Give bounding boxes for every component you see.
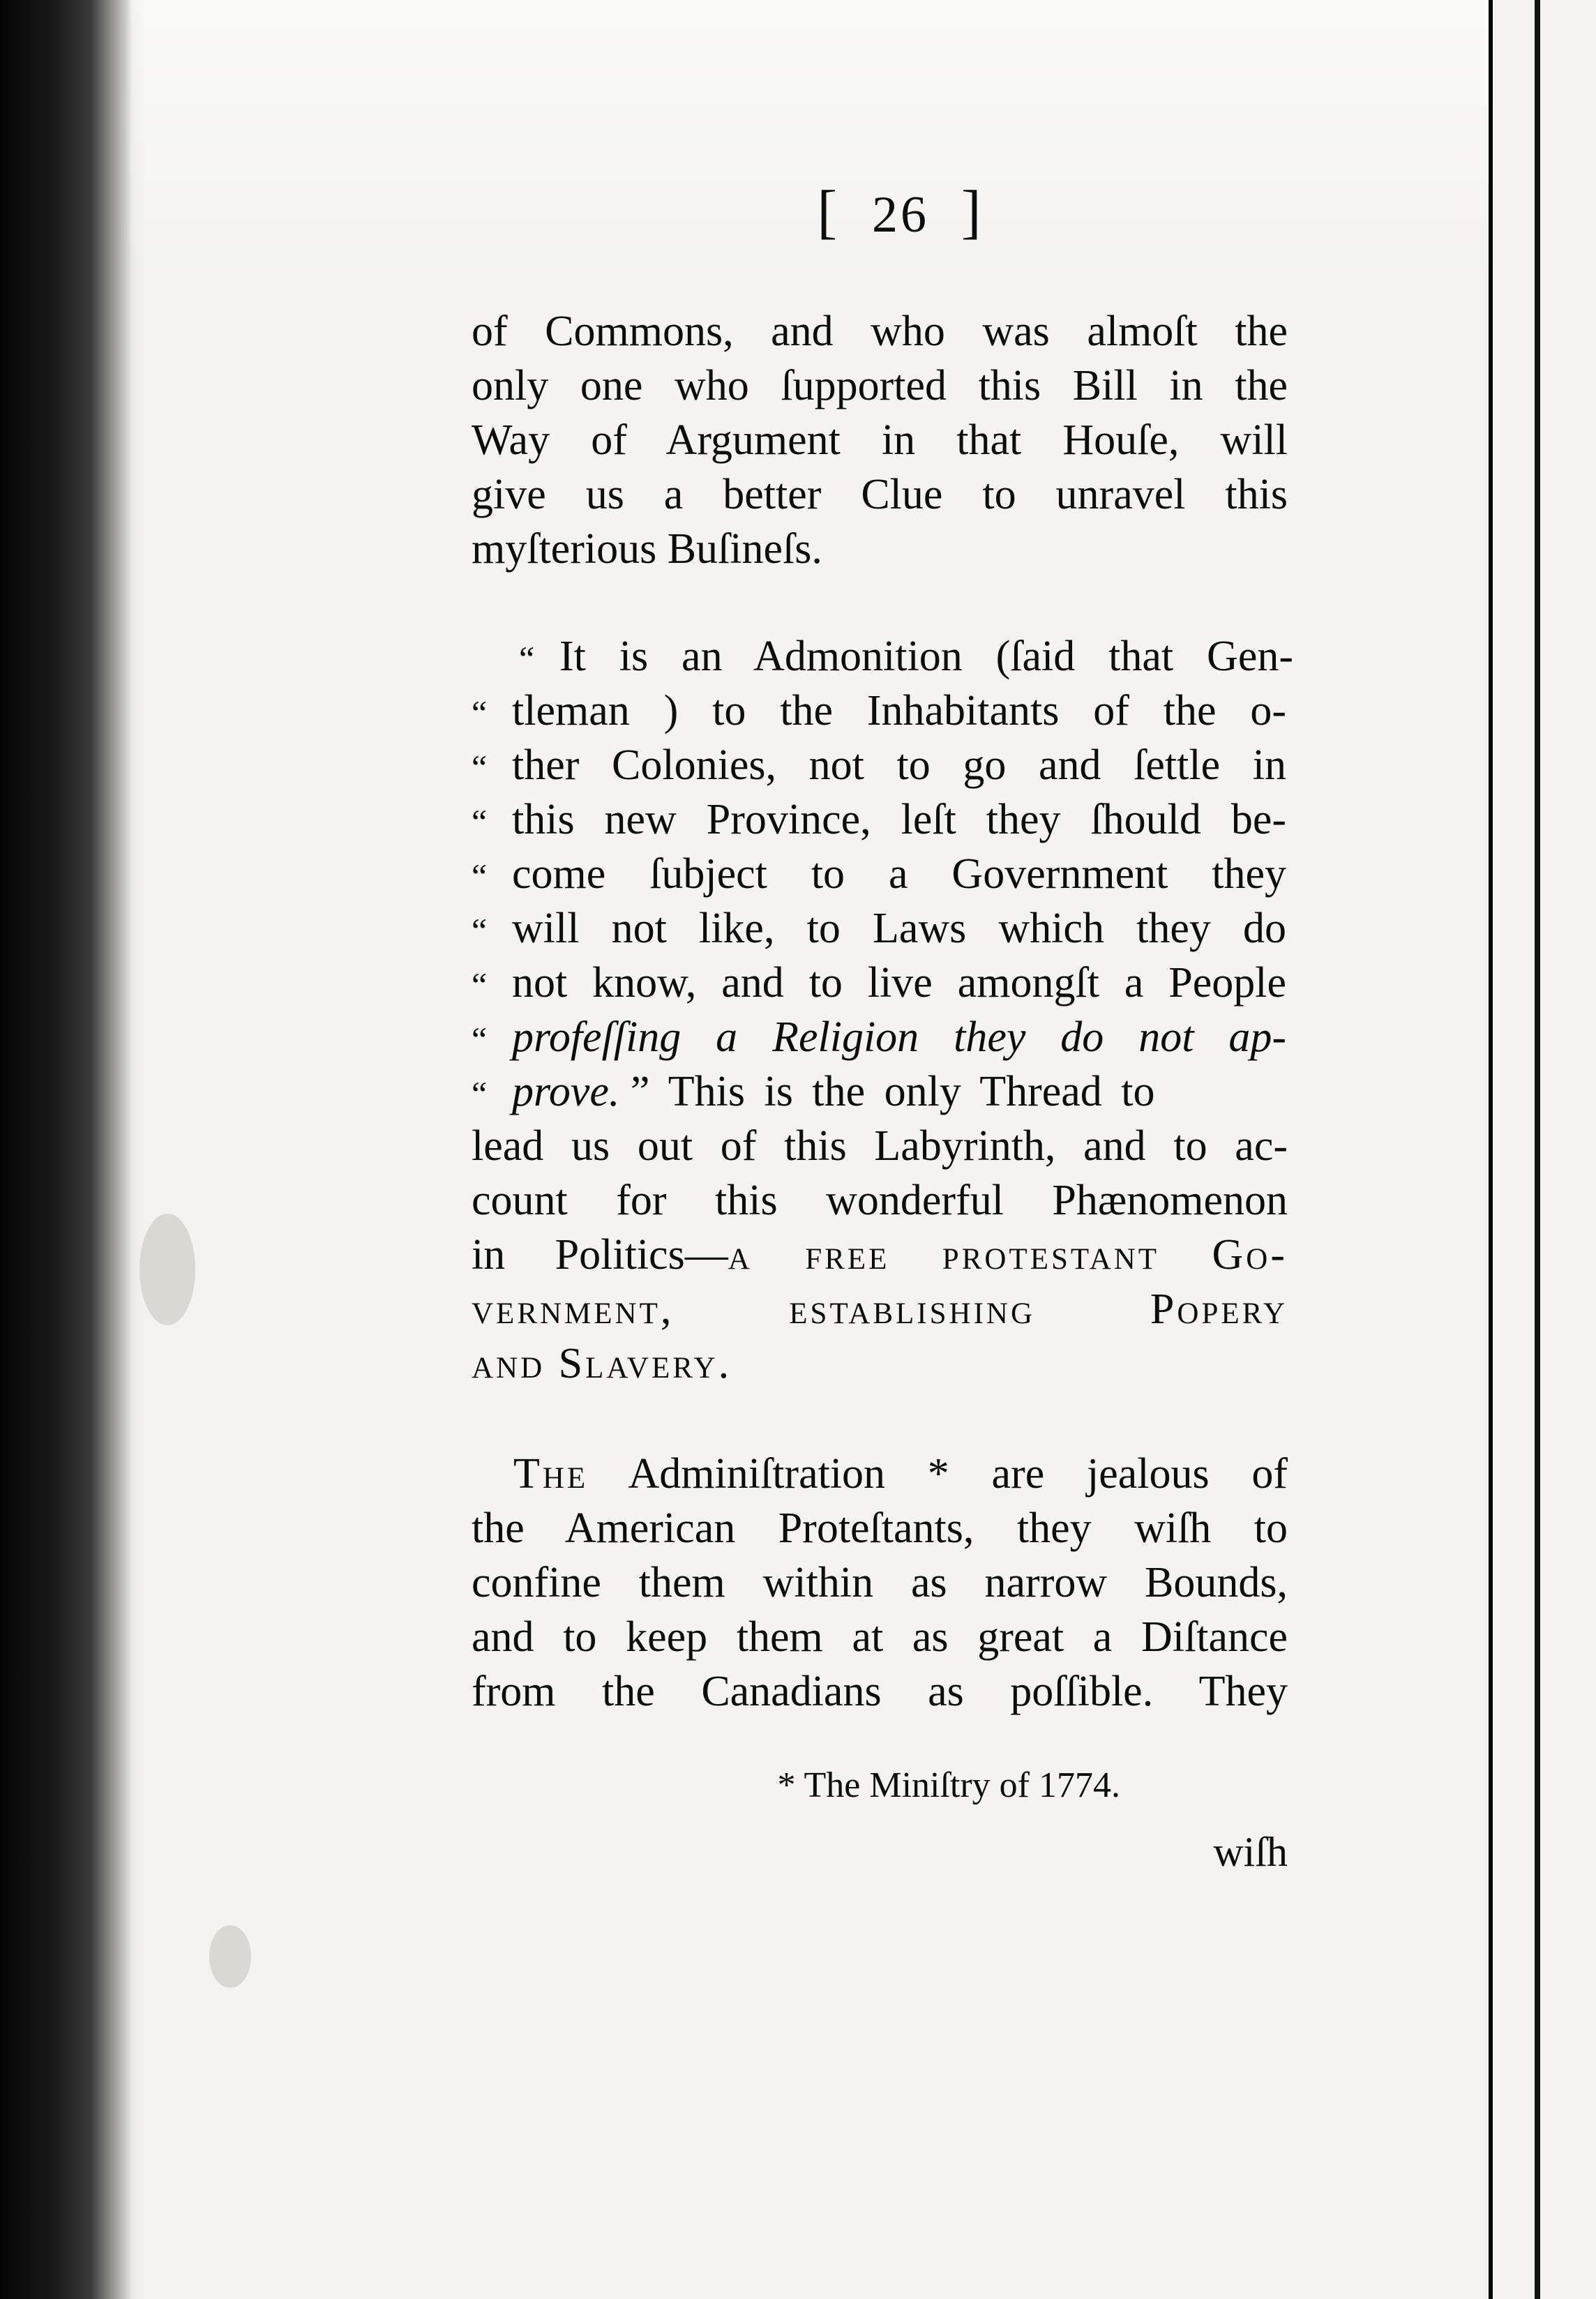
quote-mark: “ (472, 1074, 488, 1113)
paper-blemish (140, 1214, 195, 1325)
text-line: only one who ſupported this Bill in the (472, 362, 1288, 409)
header-bracket-right: ] (961, 178, 984, 245)
binding-shadow (0, 0, 133, 2299)
paragraph-gap (472, 1391, 1288, 1447)
text-line: give us a better Clue to unravel this (472, 471, 1288, 518)
smallcaps-run: a free protestant Go- (728, 1231, 1288, 1279)
text-line: and to keep them at as great a Diſtance (472, 1613, 1288, 1661)
header-bracket-left: [ (817, 178, 840, 245)
text-line: confine them within as narrow Bounds, (472, 1559, 1288, 1606)
paragraph-3 (472, 1447, 1288, 1719)
quote-after-text: This is the only Thread to (649, 1068, 1155, 1115)
paragraph-2-quotation (472, 629, 1293, 1391)
smallcaps-line (472, 1228, 1288, 1282)
text-run: Adminiſtration * are jealous of (588, 1450, 1288, 1498)
quote-mark: “ (472, 693, 488, 732)
quote-line (472, 684, 1288, 738)
quote-mark: “ (472, 802, 488, 841)
quote-italic-word: prove. (512, 1068, 620, 1115)
paragraph-1 (472, 304, 1288, 576)
quote-close-mark: ” (619, 1068, 650, 1115)
text-line: the American Proteſtants, they wiſh to (472, 1505, 1288, 1552)
text-line: of Commons, and who was almoſt the (472, 308, 1288, 355)
quote-mark: “ (472, 965, 488, 1004)
quote-text: will not like, to Laws which they do (512, 905, 1286, 952)
quote-mark: “ (472, 748, 488, 787)
quote-text: It is an Admonition (ſaid that Gen- (559, 633, 1293, 680)
quote-mark: “ (472, 857, 488, 896)
text-line: lead us out of this Labyrinth, and to ac- (472, 1122, 1288, 1170)
smallcaps-line: vernment, establishing Popery (472, 1286, 1288, 1333)
page-number: 26 (872, 186, 929, 243)
quote-text: this new Province, leſt they ſhould be- (512, 796, 1286, 843)
quote-line (472, 901, 1288, 956)
text-line: myſterious Buſineſs. (472, 525, 822, 573)
quote-line (472, 792, 1288, 847)
page-header (472, 178, 1288, 245)
quote-text-final (512, 1064, 1155, 1119)
quote-text: not know, and to live amongſt a People (512, 959, 1286, 1007)
quote-line-final (472, 1064, 1288, 1119)
drop-word: The (513, 1450, 589, 1498)
text-line: from the Canadians as poſſible. They (472, 1668, 1288, 1715)
next-page-edge (1489, 0, 1596, 2299)
quote-line (472, 847, 1288, 901)
text-block (472, 178, 1293, 1876)
quote-line (472, 629, 1293, 684)
text-run: in Politics— (472, 1231, 728, 1279)
text-line: Way of Argument in that Houſe, will (472, 416, 1288, 464)
quote-text: come ſubject to a Government they (512, 850, 1286, 898)
catchword: wiſh (1213, 1829, 1288, 1875)
quote-line-italic (472, 1010, 1288, 1064)
paper-blemish (209, 1925, 251, 1988)
footnote: * The Miniſtry of 1774. (777, 1765, 1120, 1805)
smallcaps-line: and Slavery. (472, 1340, 732, 1387)
quote-text: tleman ) to the Inhabitants of the o- (512, 687, 1286, 734)
paragraph-gap (472, 576, 1288, 629)
quote-text: ther Colonies, not to go and ſettle in (512, 741, 1286, 789)
quote-text-italic: profeſſing a Religion they do not ap- (512, 1013, 1286, 1061)
next-page-rule (1535, 0, 1540, 2299)
quote-mark: “ (519, 639, 535, 678)
quote-line (472, 738, 1288, 792)
quote-mark: “ (472, 1020, 488, 1059)
quote-mark: “ (472, 911, 488, 950)
text-line (472, 1447, 1288, 1501)
quote-line (472, 956, 1288, 1010)
text-line: count for this wonderful Phænomenon (472, 1177, 1288, 1224)
